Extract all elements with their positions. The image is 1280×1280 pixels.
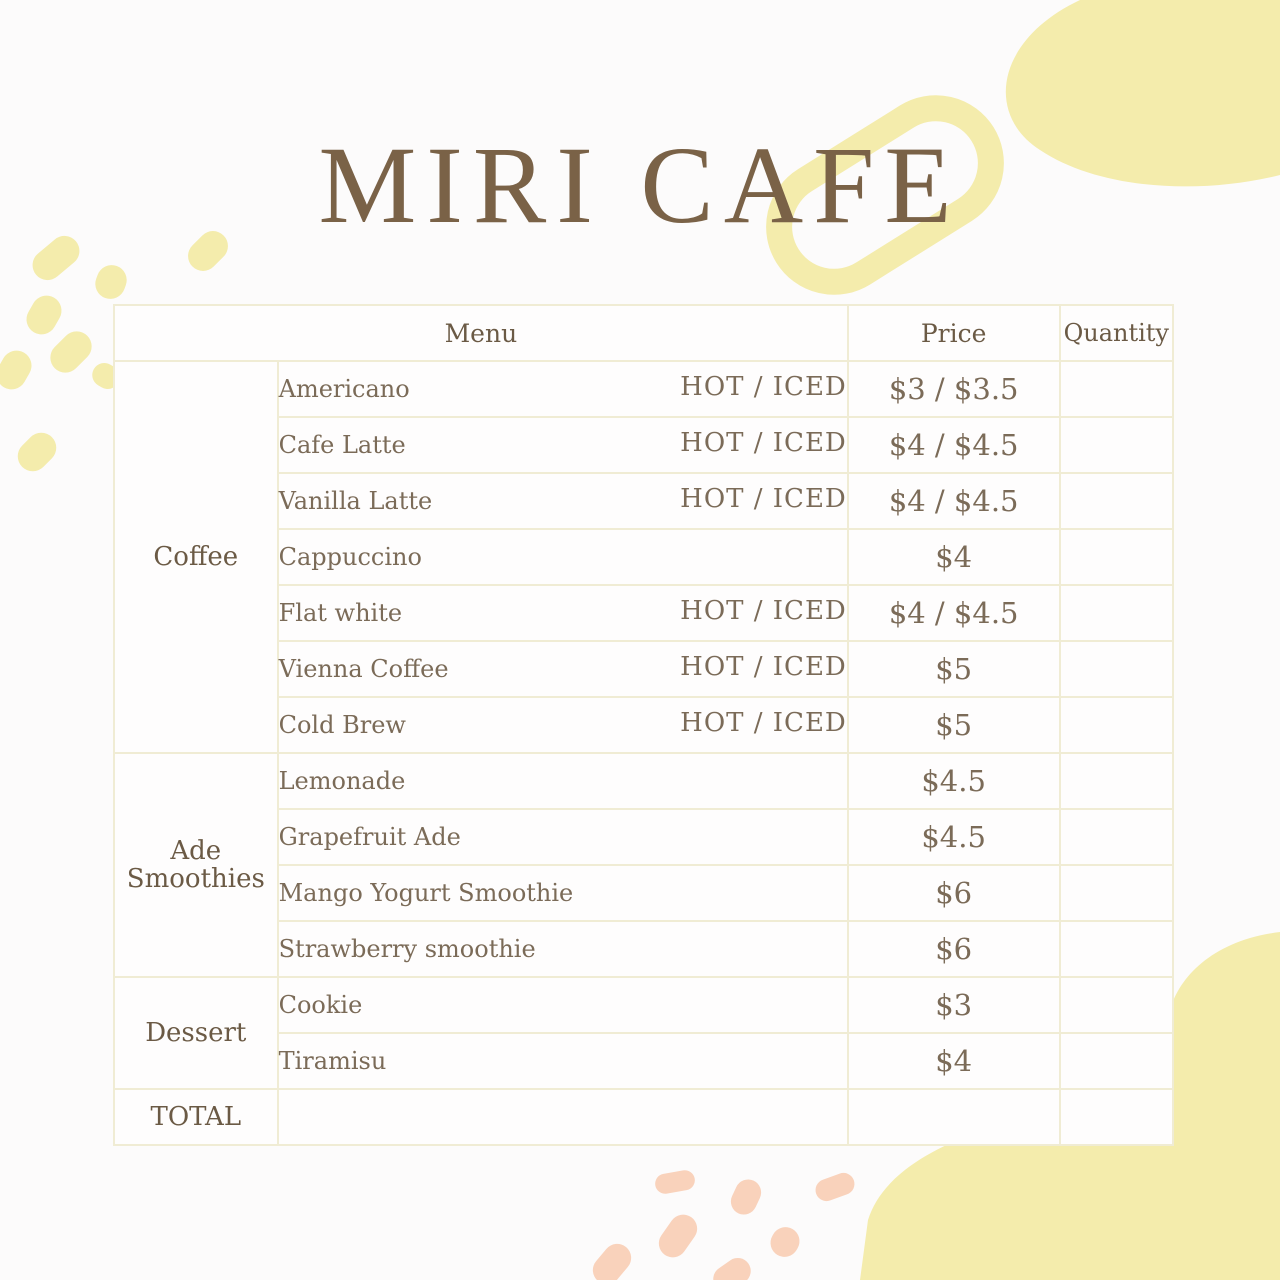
item-name: Cafe Latte <box>278 431 406 459</box>
item-price: $4 <box>848 1033 1060 1089</box>
item-cell <box>278 865 848 921</box>
item-name: Vanilla Latte <box>278 487 433 515</box>
total-quantity-cell[interactable] <box>1060 1089 1173 1145</box>
item-name: Strawberry smoothie <box>278 935 536 963</box>
category-label-line: Coffee <box>153 542 239 572</box>
item-price: $4.5 <box>848 809 1060 865</box>
total-blank-cell <box>278 1089 848 1145</box>
item-name: Flat white <box>278 599 403 627</box>
item-name: Lemonade <box>278 767 406 795</box>
item-price: $6 <box>848 865 1060 921</box>
quantity-cell[interactable] <box>1060 529 1173 585</box>
temperature-options: HOT / ICED <box>680 652 847 682</box>
price-header: Price <box>848 305 1060 361</box>
item-cell <box>278 977 848 1033</box>
item-name: Cappuccino <box>278 543 422 571</box>
item-price: $4.5 <box>848 753 1060 809</box>
quantity-header: Quantity <box>1060 305 1173 361</box>
item-price: $5 <box>848 697 1060 753</box>
quantity-cell[interactable] <box>1060 865 1173 921</box>
category-label <box>114 361 278 753</box>
item-cell <box>278 753 848 809</box>
quantity-cell[interactable] <box>1060 697 1173 753</box>
item-price: $5 <box>848 641 1060 697</box>
page-title: MIRI CAFE <box>318 124 962 246</box>
item-price: $3 / $3.5 <box>848 361 1060 417</box>
item-cell <box>278 809 848 865</box>
item-cell <box>278 529 848 585</box>
category-label <box>114 977 278 1089</box>
menu-header: Menu <box>114 305 848 361</box>
menu-body <box>114 361 1173 1145</box>
menu-table <box>113 304 1174 1146</box>
quantity-cell[interactable] <box>1060 417 1173 473</box>
menu-row <box>114 361 1173 417</box>
menu-row <box>114 977 1173 1033</box>
item-price: $6 <box>848 921 1060 977</box>
item-cell <box>278 417 848 473</box>
item-cell <box>278 1033 848 1089</box>
peach-dashes <box>587 1169 857 1280</box>
quantity-cell[interactable] <box>1060 1033 1173 1089</box>
temperature-options: HOT / ICED <box>680 428 847 458</box>
temperature-options: HOT / ICED <box>680 484 847 514</box>
item-name: Vienna Coffee <box>278 655 449 683</box>
total-row <box>114 1089 1173 1145</box>
category-label-line: Ade <box>170 836 222 866</box>
quantity-cell[interactable] <box>1060 977 1173 1033</box>
item-cell <box>278 585 848 641</box>
item-cell <box>278 921 848 977</box>
total-label: TOTAL <box>114 1089 278 1145</box>
item-name: Mango Yogurt Smoothie <box>278 879 574 907</box>
header-row <box>114 305 1173 361</box>
item-name: Tiramisu <box>278 1047 387 1075</box>
item-cell <box>278 641 848 697</box>
quantity-cell[interactable] <box>1060 641 1173 697</box>
item-price: $4 / $4.5 <box>848 585 1060 641</box>
quantity-cell[interactable] <box>1060 809 1173 865</box>
quantity-cell[interactable] <box>1060 585 1173 641</box>
menu-row <box>114 753 1173 809</box>
category-label-line: Dessert <box>145 1018 247 1048</box>
item-name: Cold Brew <box>278 711 406 739</box>
item-price: $4 / $4.5 <box>848 473 1060 529</box>
quantity-cell[interactable] <box>1060 921 1173 977</box>
temperature-options: HOT / ICED <box>680 372 847 402</box>
temperature-options: HOT / ICED <box>680 596 847 626</box>
item-cell <box>278 697 848 753</box>
temperature-options: HOT / ICED <box>680 708 847 738</box>
item-name: Grapefruit Ade <box>278 823 461 851</box>
quantity-cell[interactable] <box>1060 473 1173 529</box>
item-name: Americano <box>278 375 410 403</box>
category-label <box>114 753 278 977</box>
category-label-line: Smoothies <box>126 864 265 894</box>
quantity-cell[interactable] <box>1060 753 1173 809</box>
item-price: $3 <box>848 977 1060 1033</box>
item-cell <box>278 473 848 529</box>
item-price: $4 <box>848 529 1060 585</box>
item-cell <box>278 361 848 417</box>
item-name: Cookie <box>278 991 363 1019</box>
item-price: $4 / $4.5 <box>848 417 1060 473</box>
total-price-cell[interactable] <box>848 1089 1060 1145</box>
quantity-cell[interactable] <box>1060 361 1173 417</box>
